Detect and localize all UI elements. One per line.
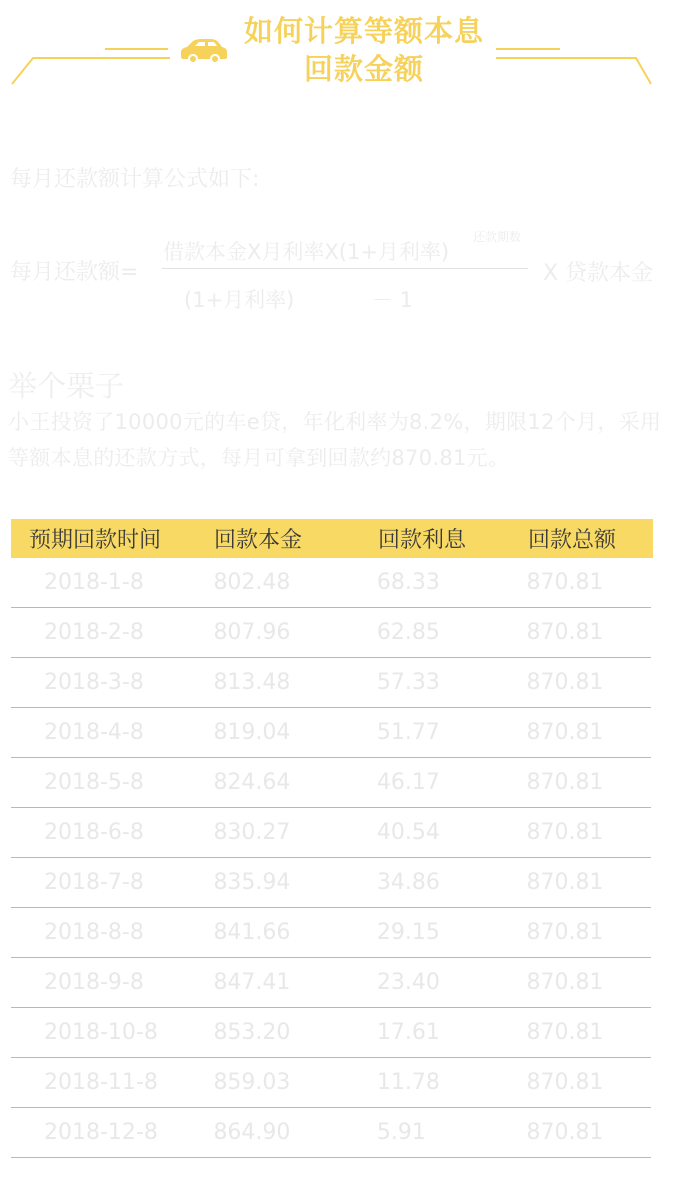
cell-date: 2018-11-8	[44, 1070, 158, 1095]
cell-date: 2018-9-8	[44, 970, 144, 995]
table-row	[11, 858, 651, 908]
page-header	[0, 0, 678, 100]
cell-principal: 824.64	[213, 770, 291, 795]
cell-principal: 859.03	[213, 1070, 291, 1095]
table-row	[11, 658, 651, 708]
cell-date: 2018-4-8	[44, 720, 144, 745]
table-row	[11, 758, 651, 808]
cell-interest: 23.40	[376, 970, 440, 995]
formula-denominator-left: (1+月利率)	[184, 288, 295, 312]
car-icon	[178, 36, 230, 66]
formula-denominator-right: － 1	[372, 288, 414, 312]
cell-interest: 57.33	[376, 670, 440, 695]
cell-total: 870.81	[526, 1070, 604, 1095]
cell-interest: 17.61	[376, 1020, 440, 1045]
cell-principal: 841.66	[213, 920, 291, 945]
cell-total: 870.81	[526, 670, 604, 695]
cell-total: 870.81	[526, 920, 604, 945]
cell-total: 870.81	[526, 970, 604, 995]
cell-date: 2018-3-8	[44, 670, 144, 695]
cell-interest: 29.15	[376, 920, 440, 945]
table-row	[11, 808, 651, 858]
example-text: 小王投资了10000元的车e贷，年化利率为8.2%，期限12个月，采用等额本息的还款方式，每月可拿到回款约870.81元。	[8, 410, 662, 470]
formula-multiplier: X 贷款本金	[543, 261, 654, 286]
cell-principal: 819.04	[213, 720, 291, 745]
formula-exponent: 还款期数	[473, 230, 522, 244]
table-row	[11, 708, 651, 758]
cell-total: 870.81	[526, 820, 604, 845]
cell-total: 870.81	[526, 570, 604, 595]
cell-principal: 835.94	[213, 870, 291, 895]
cell-principal: 813.48	[213, 670, 291, 695]
title-line-2: 回款金额	[303, 52, 424, 86]
repayment-table	[11, 519, 653, 1158]
cell-interest: 62.85	[376, 620, 440, 645]
cell-principal: 802.48	[213, 570, 291, 595]
cell-total: 870.81	[526, 1120, 604, 1145]
table-header	[11, 519, 653, 558]
cell-date: 2018-12-8	[44, 1120, 158, 1145]
cell-principal: 807.96	[213, 620, 291, 645]
cell-date: 2018-1-8	[44, 570, 144, 595]
cell-interest: 46.17	[376, 770, 440, 795]
cell-principal: 864.90	[213, 1120, 291, 1145]
title-line-1: 如何计算等额本息	[243, 14, 484, 48]
cell-total: 870.81	[526, 770, 604, 795]
cell-principal: 853.20	[213, 1020, 291, 1045]
cell-total: 870.81	[526, 870, 604, 895]
formula-numerator: 借款本金X月利率X(1+月利率)	[163, 240, 450, 264]
table-row	[11, 1058, 651, 1108]
fraction-line	[162, 268, 528, 269]
page-title	[238, 12, 490, 88]
table-row	[11, 908, 651, 958]
cell-date: 2018-10-8	[44, 1020, 158, 1045]
column-header-interest: 回款利息	[378, 528, 467, 553]
cell-interest: 51.77	[376, 720, 440, 745]
cell-principal: 830.27	[213, 820, 291, 845]
table-row	[11, 608, 651, 658]
cell-date: 2018-6-8	[44, 820, 144, 845]
table-row	[11, 1108, 651, 1158]
cell-interest: 5.91	[376, 1120, 426, 1145]
cell-interest: 40.54	[376, 820, 440, 845]
formula-intro: 每月还款额计算公式如下:	[10, 167, 260, 192]
cell-total: 870.81	[526, 620, 604, 645]
example-heading: 举个栗子	[8, 369, 125, 403]
column-header-date: 预期回款时间	[29, 528, 162, 553]
cell-date: 2018-5-8	[44, 770, 144, 795]
column-header-principal: 回款本金	[214, 528, 303, 553]
cell-total: 870.81	[526, 720, 604, 745]
cell-total: 870.81	[526, 1020, 604, 1045]
table-row	[11, 1008, 651, 1058]
cell-date: 2018-7-8	[44, 870, 144, 895]
cell-principal: 847.41	[213, 970, 291, 995]
table-row	[11, 958, 651, 1008]
cell-interest: 34.86	[376, 870, 440, 895]
cell-interest: 11.78	[376, 1070, 440, 1095]
cell-date: 2018-8-8	[44, 920, 144, 945]
cell-interest: 68.33	[376, 570, 440, 595]
column-header-total: 回款总额	[528, 528, 617, 553]
table-row	[11, 558, 651, 608]
cell-date: 2018-2-8	[44, 620, 144, 645]
formula-label: 每月还款额=	[10, 260, 139, 285]
